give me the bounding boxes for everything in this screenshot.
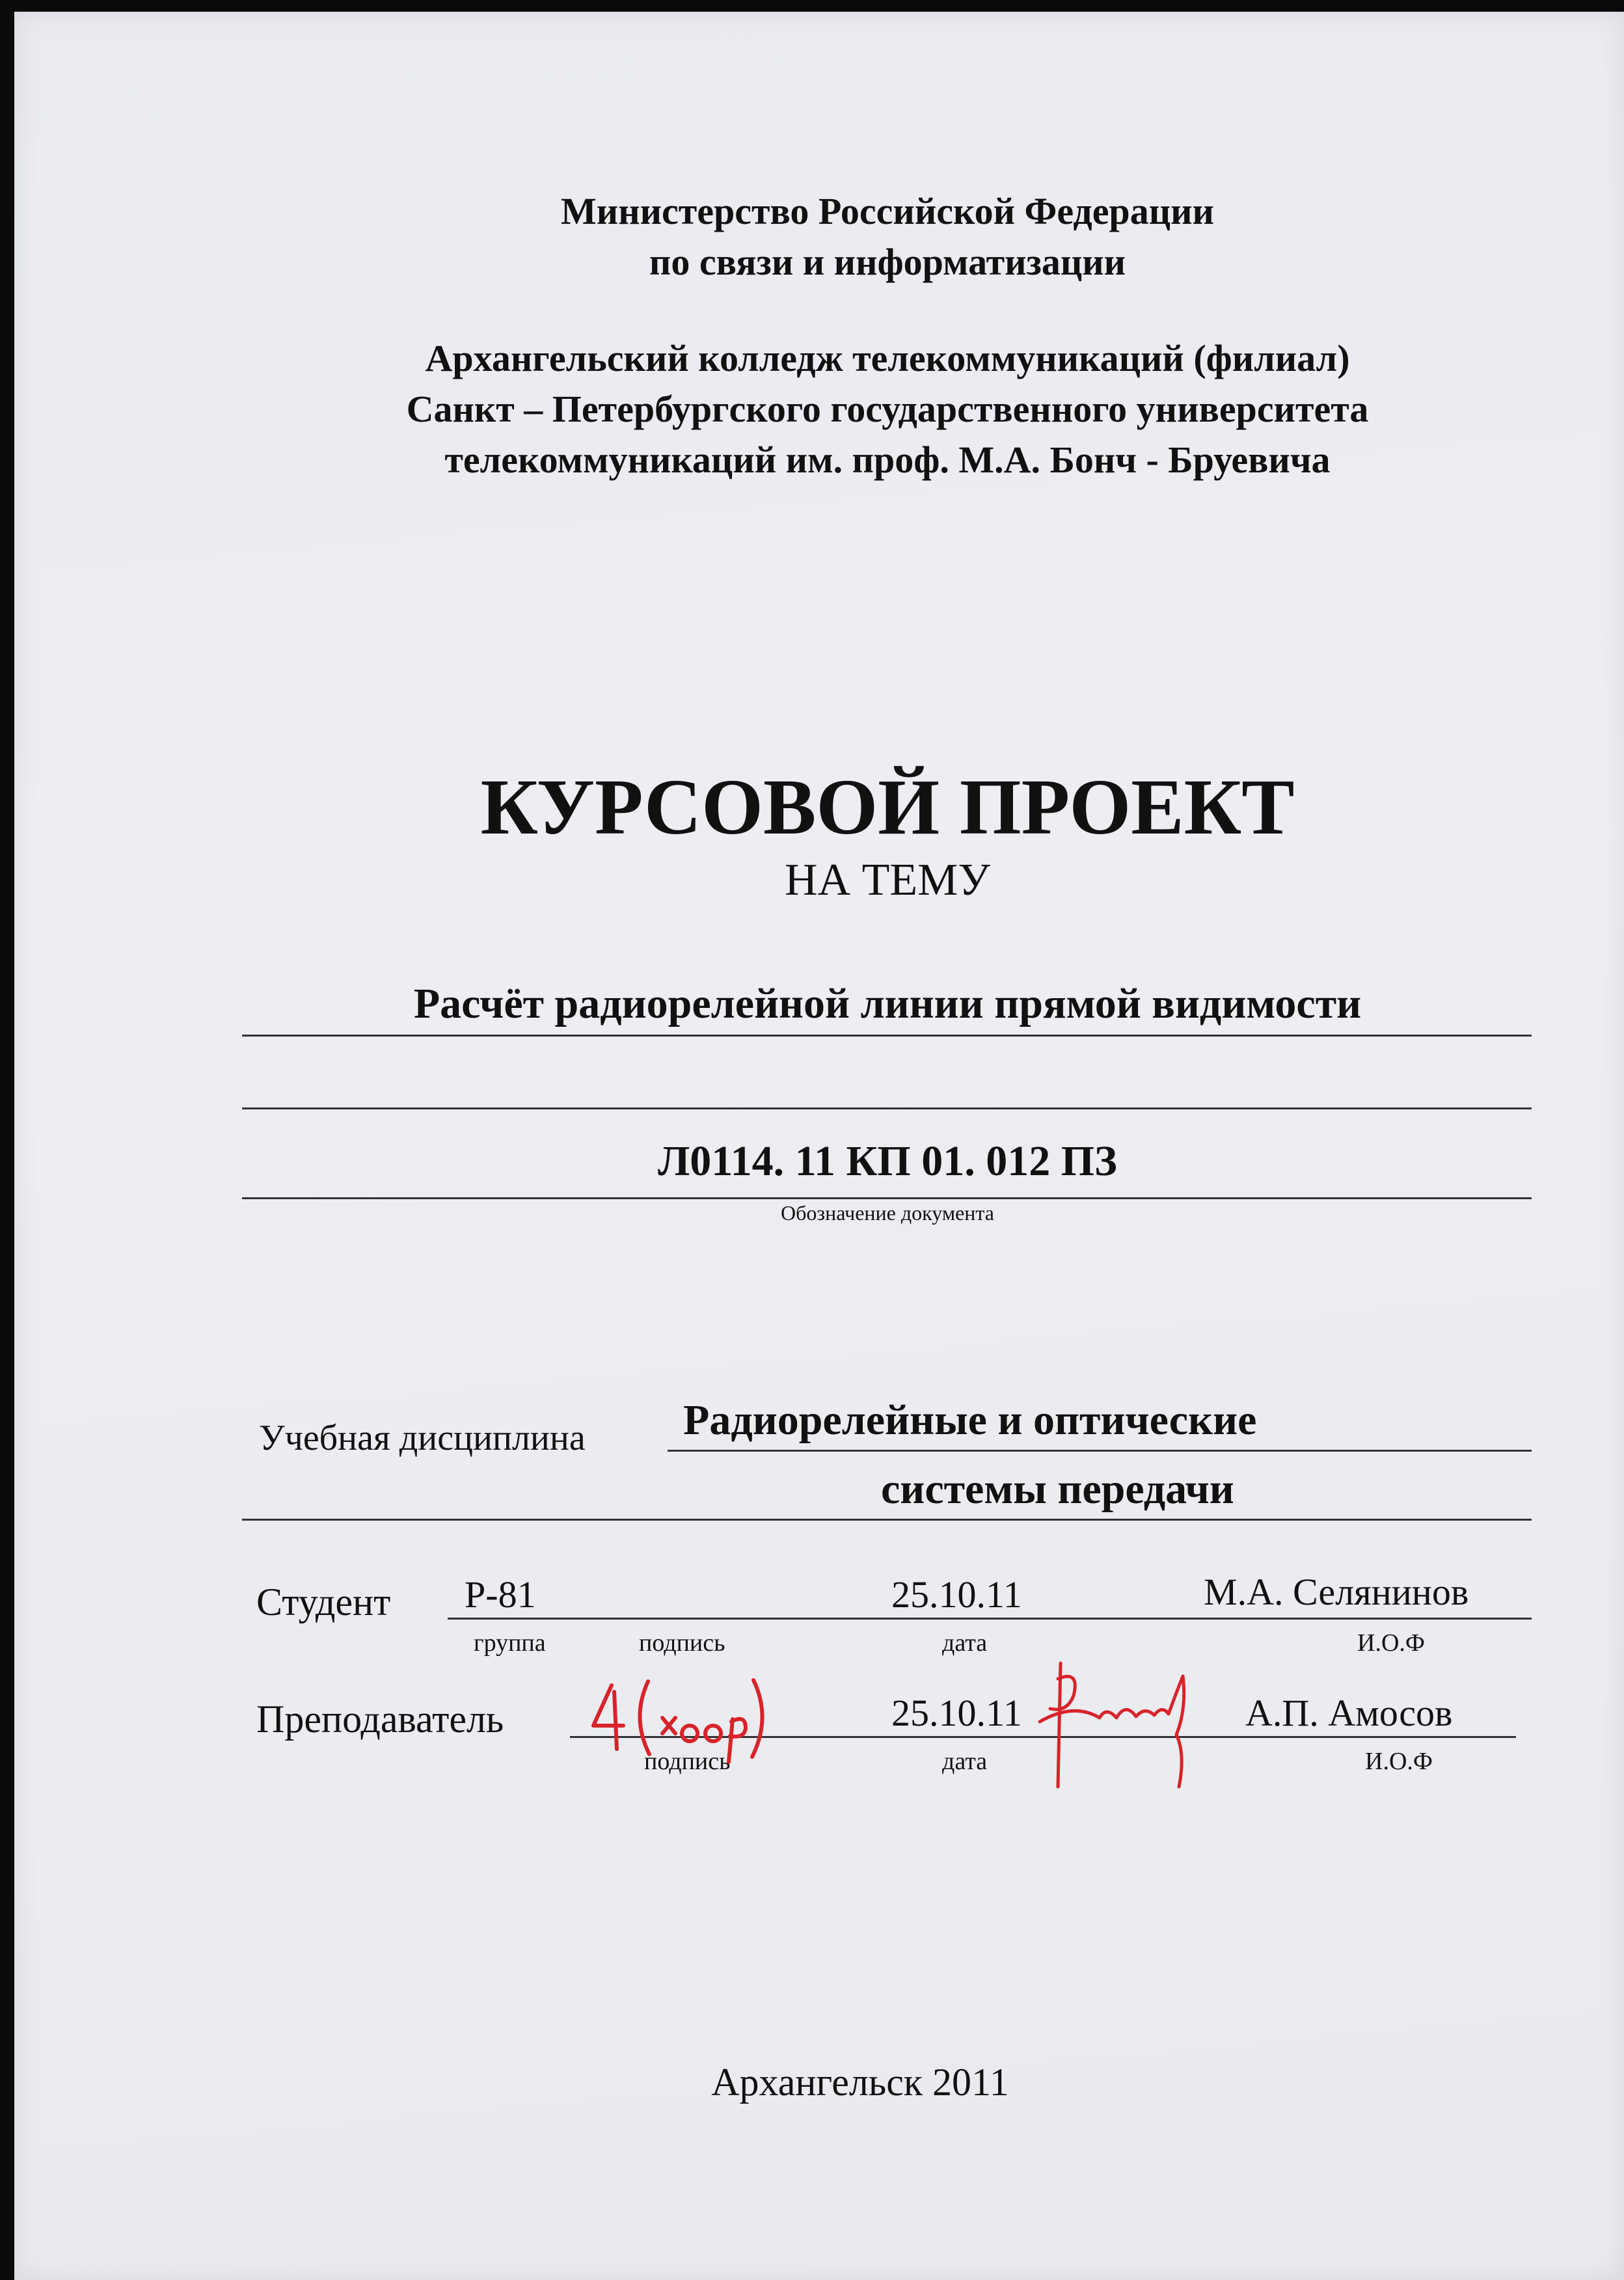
header-ministry-line2: по связи и информатизации (649, 241, 1126, 283)
page-title: КУРСОВОЙ ПРОЕКТ (480, 763, 1295, 851)
discipline-underline-2 (242, 1519, 1532, 1521)
student-underline (448, 1618, 1532, 1620)
student-label: Студент (256, 1581, 391, 1623)
student-sign-caption: подпись (639, 1629, 725, 1657)
header-college-line1: Архангельский колледж телекоммуникаций (филиал) (425, 337, 1350, 379)
student-name-caption: И.О.Ф (1357, 1629, 1425, 1657)
project-topic: Расчёт радиорелейной линии прямой видимости (413, 980, 1362, 1027)
header-ministry-line1: Министерство Российской Федерации (561, 190, 1214, 232)
handwritten-grade (586, 1666, 781, 1783)
student-date-caption: дата (942, 1629, 988, 1657)
teacher-name: А.П. Амосов (1245, 1692, 1453, 1734)
topic-blank-line (242, 1107, 1532, 1109)
student-name: М.А. Селянинов (1204, 1571, 1469, 1613)
teacher-label: Преподаватель (256, 1698, 504, 1741)
discipline-name-line2: системы передачи (881, 1465, 1234, 1513)
discipline-label: Учебная дисциплина (259, 1418, 586, 1458)
page-subtitle: НА ТЕМУ (785, 855, 990, 905)
designation-underline (242, 1197, 1532, 1199)
student-group-caption: группа (474, 1629, 546, 1657)
topic-underline (242, 1035, 1532, 1037)
student-date: 25.10.11 (891, 1573, 1022, 1616)
teacher-date-caption: дата (942, 1748, 988, 1775)
discipline-name-line1: Радиорелейные и оптические (683, 1396, 1257, 1444)
discipline-underline-1 (668, 1450, 1532, 1452)
header-college-line3: телекоммуникаций им. проф. М.А. Бонч - Бруевича (444, 439, 1331, 481)
document-designation: Л0114. 11 КП 01. 012 ПЗ (658, 1137, 1117, 1185)
footer-city-year: Архангельск 2011 (711, 2061, 1009, 2104)
student-group: Р-81 (465, 1573, 536, 1616)
designation-caption: Обозначение документа (781, 1201, 994, 1225)
teacher-sign-caption: подпись (644, 1748, 731, 1775)
header-college-line2: Санкт – Петербургского государственного университета (406, 388, 1369, 430)
teacher-signature (1035, 1650, 1204, 1800)
teacher-date: 25.10.11 (891, 1692, 1022, 1734)
teacher-name-caption: И.О.Ф (1365, 1748, 1433, 1775)
